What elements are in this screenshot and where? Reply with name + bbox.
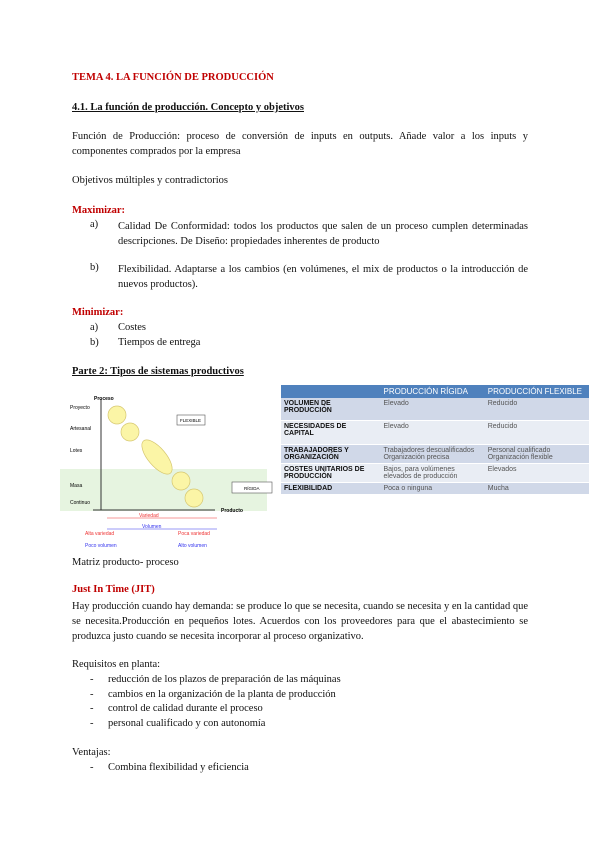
table-cell: Bajos, para volúmenes elevados de producción (381, 463, 485, 482)
table-cell: FLEXIBILIDAD (281, 482, 381, 494)
ventajas-heading: Ventajas: (72, 747, 111, 758)
list-text: Calidad De Conformidad: todos los productos que salen de un proceso cumplen determinadas descripciones. De Diseño: propiedades inherentes de producto (118, 221, 528, 247)
list-item (90, 262, 528, 292)
table-header: PRODUCCIÓN RÍGIDA (381, 385, 485, 398)
maximizar-heading: Maximizar: (72, 205, 126, 216)
bullet-dash: - (90, 718, 94, 729)
ellipse-continuo (185, 489, 203, 507)
list-text: reducción de los plazos de preparación de las máquinas (108, 674, 341, 685)
list-marker: a) (90, 219, 99, 230)
table-cell: Reducido (485, 420, 589, 444)
table-cell: Reducido (485, 398, 589, 420)
doc-title: TEMA 4. LA FUNCIÓN DE PRODUCCIÓN (72, 72, 274, 83)
list-text: personal cualificado y con autonomía (108, 718, 266, 729)
level-label: Masa (70, 483, 83, 489)
poco-volumen-label: Poco volumen (85, 543, 117, 549)
bullet-dash: - (90, 762, 94, 773)
table-row (281, 463, 589, 482)
level-label: Artesanal (70, 426, 92, 432)
list-text: Costes (118, 322, 147, 333)
alta-variedad-label: Alta variedad (85, 531, 115, 537)
list-text: Tiempos de entrega (118, 337, 201, 348)
list-marker: b) (90, 337, 99, 348)
list-text: Combina flexibilidad y eficiencia (108, 762, 249, 773)
jit-heading: Just In Time (JIT) (72, 584, 155, 595)
table-cell: Trabajadores descualificados Organización precisa (381, 444, 485, 463)
requisitos-heading: Requisitos en planta: (72, 659, 161, 670)
table-cell: Personal cualificado Organización flexible (485, 444, 589, 463)
list-marker: b) (90, 262, 99, 273)
flexible-label: FLEXIBLE (180, 418, 202, 423)
volumen-label: Volumen (142, 524, 162, 530)
rigida-label: RÍGIDA (244, 486, 260, 491)
poca-variedad-label: Poca variedad (178, 531, 210, 537)
variedad-label: Variedad (139, 513, 159, 519)
ellipse-proyecto (108, 406, 126, 424)
x-axis-label: Producto (221, 508, 243, 514)
list-item (90, 219, 528, 249)
y-axis-label: Proceso (94, 396, 114, 402)
table-row (281, 444, 589, 463)
list-text: control de calidad durante el proceso (108, 703, 263, 714)
table-cell: COSTES UNITARIOS DE PRODUCCIÓN (281, 463, 381, 482)
level-label: Lotes (70, 448, 83, 454)
intro-paragraph: Función de Producción: proceso de conversión de inputs en outputs. Añade valor a los inputs y componentes comprados por la empresa (72, 131, 528, 157)
bullet-dash: - (90, 674, 94, 685)
product-process-matrix (60, 385, 280, 550)
jit-paragraph: Hay producción cuando hay demanda: se produce lo que se necesita, cuando se necesita y en la cantidad que se necesita.Producción en pequeños lotes. Acuerdos con los proveedores para que el abastecimiento se produzca justo cuando se necesita incorporar al proceso organizativo. (72, 601, 528, 642)
comparison-table (281, 385, 589, 495)
table-row (281, 420, 589, 444)
level-label: Continuo (70, 500, 91, 506)
parte2-heading: Parte 2: Tipos de sistemas productivos (72, 366, 244, 377)
objetivos-text: Objetivos múltiples y contradictorios (72, 175, 229, 186)
bullet-dash: - (90, 703, 94, 714)
table-cell: Poca o ninguna (381, 482, 485, 494)
table-cell: Elevado (381, 398, 485, 420)
table-cell: Elevado (381, 420, 485, 444)
figure-caption: Matriz producto- proceso (72, 557, 179, 568)
table-header (281, 385, 381, 398)
minimizar-heading: Minimizar: (72, 307, 124, 318)
table-cell: Mucha (485, 482, 589, 494)
table-cell: NECESIDADES DE CAPITAL (281, 420, 381, 444)
table-cell: VOLUMEN DE PRODUCCIÓN (281, 398, 381, 420)
list-text: cambios en la organización de la planta de producción (108, 689, 336, 700)
list-text: Flexibilidad. Adaptarse a los cambios (en volúmenes, el mix de productos o la introducción de nuevos productos). (118, 264, 528, 290)
section-heading: 4.1. La función de producción. Concepto y objetivos (72, 102, 304, 113)
table-header: PRODUCCIÓN FLEXIBLE (485, 385, 589, 398)
bullet-dash: - (90, 689, 94, 700)
list-marker: a) (90, 322, 99, 333)
table-row (281, 398, 589, 420)
ellipse-artesanal (121, 423, 139, 441)
alto-volumen-label: Alto volumen (178, 543, 207, 549)
table-cell: TRABAJADORES Y ORGANIZACIÓN (281, 444, 381, 463)
table-row (281, 482, 589, 494)
ellipse-masa (172, 472, 190, 490)
table-cell: Elevados (485, 463, 589, 482)
level-label: Proyecto (70, 405, 90, 411)
